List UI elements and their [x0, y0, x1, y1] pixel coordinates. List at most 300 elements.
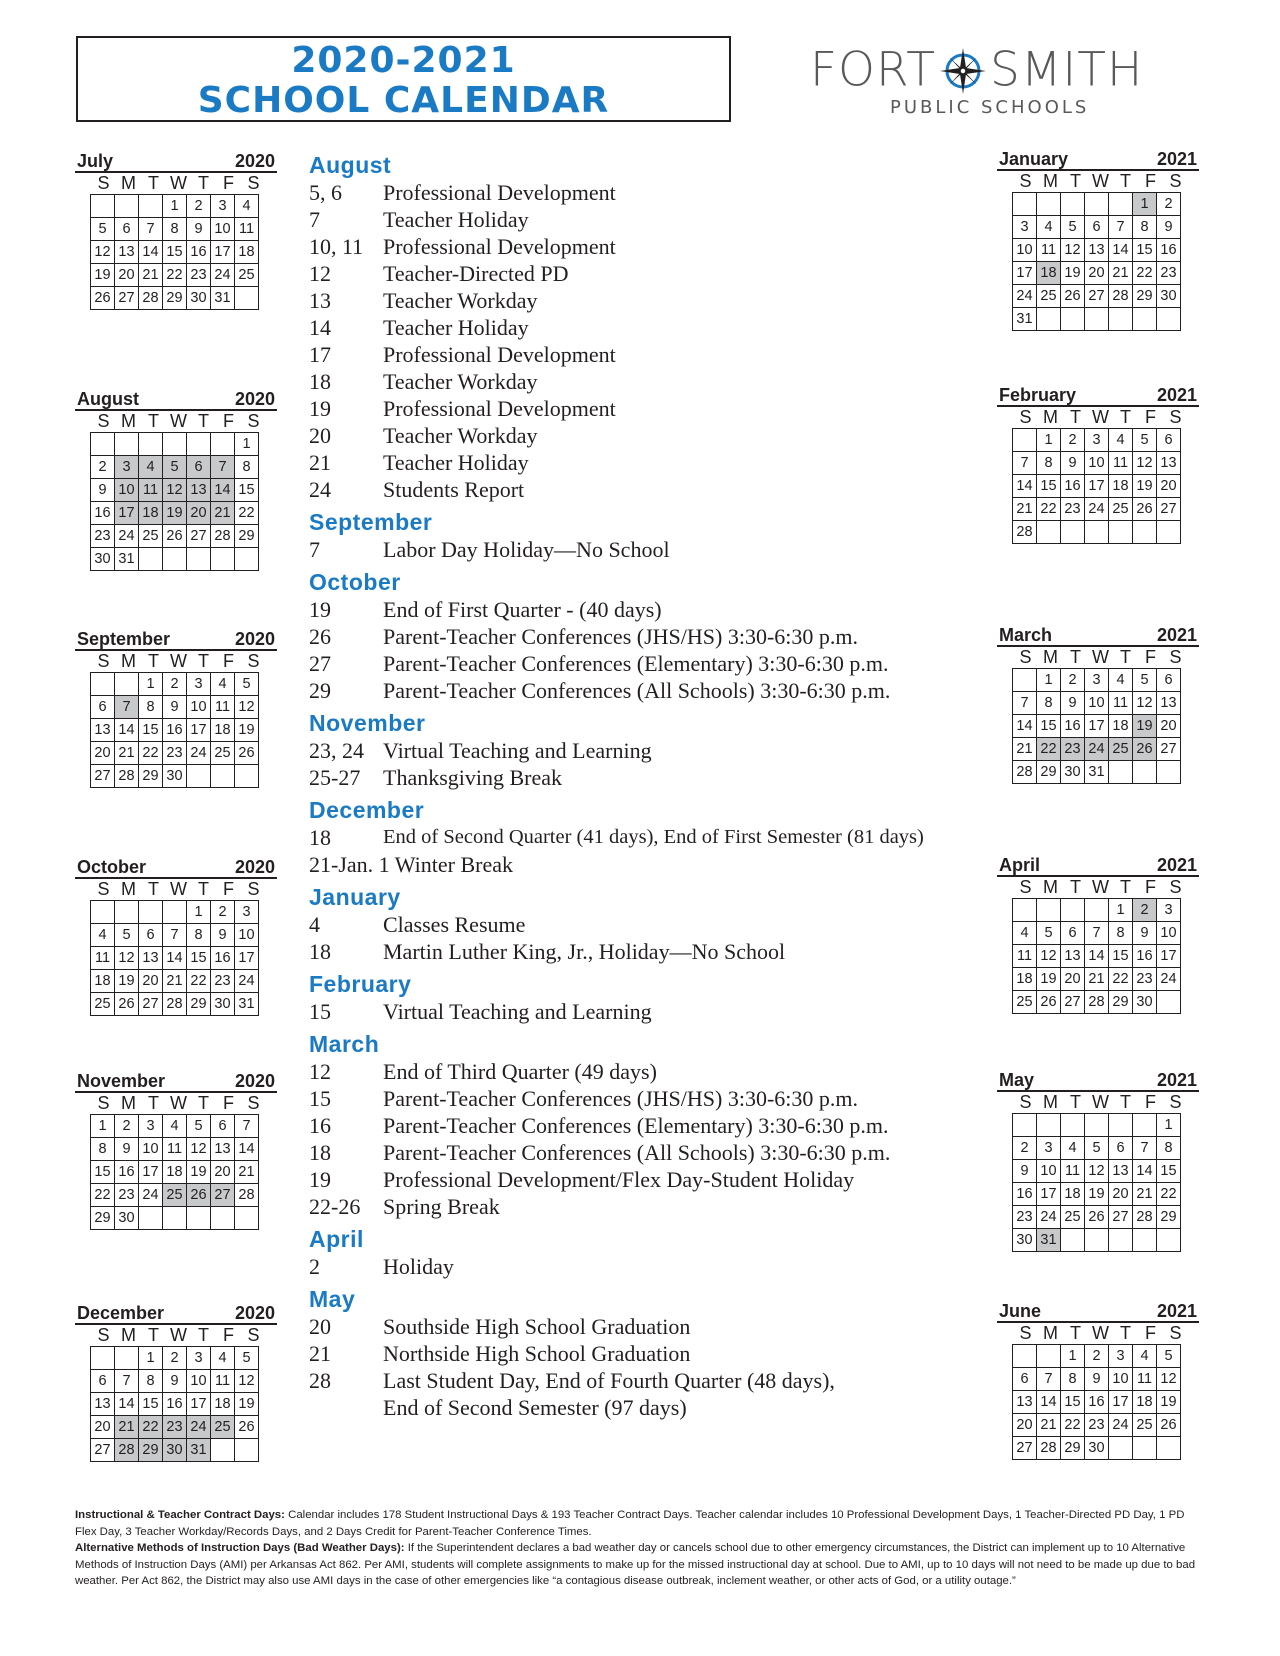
- calendar-day: 21: [1013, 738, 1037, 761]
- calendar-day: 21: [115, 742, 139, 765]
- calendar-day: 16: [1085, 1391, 1109, 1414]
- calendar-empty-cell: [1013, 1114, 1037, 1137]
- calendar-week-row: [91, 901, 259, 924]
- event-date: 7: [309, 207, 320, 232]
- weekday-label: S: [1169, 171, 1182, 191]
- calendar-day: 24: [1013, 285, 1037, 308]
- mini-calendar-august: [75, 390, 277, 571]
- weekday-label: W: [1092, 407, 1109, 427]
- weekday-label: W: [170, 1093, 187, 1113]
- calendar-week-row: [91, 287, 259, 310]
- event-text: Professional Development/Flex Day-Student Holiday: [383, 1167, 855, 1192]
- calendar-week-row: [1013, 498, 1181, 521]
- calendar-week-row: [91, 696, 259, 719]
- weekday-label: S: [1169, 877, 1182, 897]
- calendar-day: 22: [235, 502, 259, 525]
- calendar-day: 18: [235, 241, 259, 264]
- calendar-day: 11: [139, 479, 163, 502]
- mini-calendar-month: January: [999, 149, 1069, 169]
- mini-calendar-year: 2021: [1156, 1070, 1197, 1090]
- weekday-label: M: [121, 1093, 136, 1113]
- calendar-week-row: [91, 195, 259, 218]
- calendar-day: 15: [163, 241, 187, 264]
- calendar-day: 26: [235, 1416, 259, 1439]
- calendar-day: 22: [139, 742, 163, 765]
- calendar-empty-cell: [1061, 1229, 1085, 1252]
- mini-calendar-header: [75, 1304, 277, 1325]
- weekday-label: M: [121, 411, 136, 431]
- calendar-day: 27: [139, 993, 163, 1016]
- event-month-heading: January: [309, 884, 401, 910]
- calendar-day: 24: [139, 1184, 163, 1207]
- mini-calendar-header: [997, 150, 1199, 171]
- calendar-week-row: [91, 433, 259, 456]
- calendar-day: 28: [115, 765, 139, 788]
- calendar-day: 31: [1085, 761, 1109, 784]
- calendar-day: 29: [1037, 761, 1061, 784]
- event-date: 17: [309, 342, 331, 367]
- event-text: Teacher-Directed PD: [383, 261, 569, 286]
- calendar-day: 16: [211, 947, 235, 970]
- calendar-day: 31: [1037, 1229, 1061, 1252]
- calendar-day: 27: [1061, 991, 1085, 1014]
- mini-calendar-month: July: [77, 151, 114, 171]
- calendar-week-row: [1013, 991, 1181, 1014]
- mini-calendar-month: December: [77, 1303, 165, 1323]
- calendar-day: 9: [211, 924, 235, 947]
- calendar-day: 14: [1013, 715, 1037, 738]
- mini-calendar-grid: [90, 1114, 259, 1230]
- calendar-week-row: [1013, 1160, 1181, 1183]
- event-text: End of Second Quarter (41 days), End of First Semester (81 days): [383, 826, 924, 848]
- calendar-day: 29: [1109, 991, 1133, 1014]
- event-item: [309, 911, 969, 938]
- calendar-day: 3: [115, 456, 139, 479]
- calendar-day: 13: [1061, 945, 1085, 968]
- calendar-day: 14: [211, 479, 235, 502]
- calendar-empty-cell: [211, 765, 235, 788]
- calendar-day: 10: [1109, 1368, 1133, 1391]
- calendar-day: 23: [115, 1184, 139, 1207]
- event-item: [309, 395, 969, 422]
- calendar-day: 3: [1157, 899, 1181, 922]
- calendar-week-row: [1013, 945, 1181, 968]
- event-item: [309, 737, 969, 764]
- calendar-day: 9: [187, 218, 211, 241]
- calendar-day: 16: [163, 719, 187, 742]
- event-date: 16: [309, 1113, 331, 1138]
- calendar-day: 12: [1085, 1160, 1109, 1183]
- calendar-day: 23: [1157, 262, 1181, 285]
- weekday-label: T: [1070, 171, 1081, 191]
- mini-calendar-year: 2021: [1156, 1301, 1197, 1321]
- mini-calendar-year: 2020: [234, 389, 275, 409]
- calendar-day: 16: [1133, 945, 1157, 968]
- calendar-day: 14: [139, 241, 163, 264]
- calendar-empty-cell: [91, 901, 115, 924]
- event-date: 25-27: [309, 765, 361, 790]
- calendar-empty-cell: [91, 673, 115, 696]
- calendar-day: 21: [211, 502, 235, 525]
- calendar-day: 28: [1085, 991, 1109, 1014]
- weekday-label: W: [170, 173, 187, 193]
- calendar-empty-cell: [1109, 308, 1133, 331]
- calendar-day: 24: [115, 525, 139, 548]
- calendar-day: 13: [187, 479, 211, 502]
- calendar-day: 27: [1085, 285, 1109, 308]
- weekday-label: S: [247, 173, 260, 193]
- calendar-day: 7: [1085, 922, 1109, 945]
- event-text: Parent-Teacher Conferences (Elementary) 3:30-6:30 p.m.: [383, 651, 889, 676]
- mini-calendar-month: September: [77, 629, 171, 649]
- calendar-day: 5: [115, 924, 139, 947]
- event-date: 20: [309, 1314, 331, 1339]
- event-month-heading: April: [309, 1226, 364, 1252]
- calendar-day: 27: [211, 1184, 235, 1207]
- calendar-empty-cell: [211, 548, 235, 571]
- calendar-day: 12: [163, 479, 187, 502]
- event-item: [309, 1166, 969, 1193]
- calendar-day: 24: [1037, 1206, 1061, 1229]
- weekday-label: T: [1120, 1092, 1131, 1112]
- calendar-day: 14: [1109, 239, 1133, 262]
- calendar-day: 7: [1109, 216, 1133, 239]
- mini-calendar-grid: [1012, 668, 1181, 784]
- calendar-week-row: [91, 1416, 259, 1439]
- calendar-day: 23: [1133, 968, 1157, 991]
- calendar-day: 4: [1061, 1137, 1085, 1160]
- calendar-day: 21: [1013, 498, 1037, 521]
- weekday-label: T: [198, 1325, 209, 1345]
- calendar-day: 18: [1109, 475, 1133, 498]
- mini-calendar-year: 2021: [1156, 625, 1197, 645]
- calendar-day: 9: [1133, 922, 1157, 945]
- calendar-week-row: [91, 1161, 259, 1184]
- calendar-day: 10: [1157, 922, 1181, 945]
- event-item: [309, 536, 969, 563]
- event-text: Teacher Workday: [383, 369, 538, 394]
- calendar-day: 23: [1013, 1206, 1037, 1229]
- calendar-day: 6: [115, 218, 139, 241]
- calendar-week-row: [91, 525, 259, 548]
- calendar-day: 10: [139, 1138, 163, 1161]
- weekday-label: M: [121, 651, 136, 671]
- calendar-empty-cell: [1109, 761, 1133, 784]
- calendar-empty-cell: [235, 548, 259, 571]
- calendar-day: 19: [1133, 715, 1157, 738]
- calendar-empty-cell: [1037, 521, 1061, 544]
- calendar-day: 5: [1133, 429, 1157, 452]
- calendar-day: 19: [1061, 262, 1085, 285]
- calendar-day: 22: [1133, 262, 1157, 285]
- calendar-day: 22: [139, 1416, 163, 1439]
- calendar-week-row: [91, 218, 259, 241]
- calendar-day: 16: [1013, 1183, 1037, 1206]
- calendar-day: 12: [115, 947, 139, 970]
- calendar-day: 27: [91, 1439, 115, 1462]
- calendar-week-row: [91, 1393, 259, 1416]
- mini-calendar-month: November: [77, 1071, 166, 1091]
- calendar-day: 4: [1013, 922, 1037, 945]
- event-text: Martin Luther King, Jr., Holiday—No School: [383, 939, 786, 964]
- calendar-day: 3: [187, 673, 211, 696]
- weekday-label: T: [148, 1325, 159, 1345]
- calendar-empty-cell: [1037, 899, 1061, 922]
- calendar-day: 15: [91, 1161, 115, 1184]
- calendar-day: 16: [187, 241, 211, 264]
- calendar-day: 18: [163, 1161, 187, 1184]
- calendar-empty-cell: [1157, 1229, 1181, 1252]
- footer-paragraph-contract-days: Instructional & Teacher Contract Days: Calendar includes 178 Student Instructional Days & 193 Teacher Contract Days. Teacher calendar includes 10 Professional Development Days, 1 Teacher-Directed PD Day, 1 PD Flex Day, 3 Teacher Workday/Records Days, and 2 Days Credit for Parent-Teacher Conference Times.: [75, 1509, 1185, 1538]
- calendar-empty-cell: [1109, 521, 1133, 544]
- mini-calendar-grid: [1012, 428, 1181, 544]
- calendar-empty-cell: [1109, 1229, 1133, 1252]
- weekday-label: S: [247, 879, 260, 899]
- weekday-label: T: [1070, 1092, 1081, 1112]
- calendar-empty-cell: [1133, 521, 1157, 544]
- calendar-day: 4: [235, 195, 259, 218]
- calendar-day: 22: [163, 264, 187, 287]
- calendar-day: 10: [1037, 1160, 1061, 1183]
- calendar-day: 28: [1037, 1437, 1061, 1460]
- weekday-label: T: [148, 173, 159, 193]
- event-item: [309, 596, 969, 623]
- calendar-day: 5: [235, 1347, 259, 1370]
- event-item: [309, 938, 969, 965]
- calendar-empty-cell: [187, 765, 211, 788]
- calendar-day: 13: [211, 1138, 235, 1161]
- calendar-week-row: [1013, 308, 1181, 331]
- calendar-week-row: [91, 1115, 259, 1138]
- calendar-empty-cell: [1061, 1114, 1085, 1137]
- event-text: Labor Day Holiday—No School: [383, 537, 670, 562]
- event-date: 27: [309, 651, 331, 676]
- calendar-day: 22: [1037, 738, 1061, 761]
- calendar-day: 8: [1037, 452, 1061, 475]
- calendar-day: 8: [235, 456, 259, 479]
- calendar-day: 2: [163, 673, 187, 696]
- event-text: End of Second Semester (97 days): [383, 1395, 687, 1420]
- calendar-week-row: [91, 924, 259, 947]
- event-item: [309, 1193, 969, 1220]
- calendar-day: 31: [187, 1439, 211, 1462]
- weekday-label: S: [1019, 171, 1032, 191]
- calendar-day: 11: [235, 218, 259, 241]
- event-text: Parent-Teacher Conferences (All Schools) 3:30-6:30 p.m.: [383, 678, 891, 703]
- weekday-label: T: [148, 879, 159, 899]
- calendar-day: 30: [115, 1207, 139, 1230]
- calendar-day: 13: [91, 1393, 115, 1416]
- weekday-label: M: [121, 879, 136, 899]
- mini-calendar-year: 2020: [234, 151, 275, 171]
- compass-icon: [938, 46, 988, 96]
- calendar-day: 1: [1061, 1345, 1085, 1368]
- calendar-day: 5: [1085, 1137, 1109, 1160]
- calendar-day: 13: [1109, 1160, 1133, 1183]
- weekday-header: [1013, 1092, 1189, 1113]
- footer-notes: [75, 1507, 1205, 1590]
- event-date: 12: [309, 261, 331, 286]
- calendar-day: 9: [115, 1138, 139, 1161]
- mini-calendar-year: 2020: [234, 1303, 275, 1323]
- event-month-heading: September: [309, 509, 433, 535]
- event-text: Northside High School Graduation: [383, 1341, 691, 1366]
- event-date: 21: [309, 1341, 331, 1366]
- calendar-day: 25: [1133, 1414, 1157, 1437]
- calendar-day: 16: [91, 502, 115, 525]
- mini-calendar-grid: [90, 432, 259, 571]
- calendar-day: 26: [235, 742, 259, 765]
- event-text: Teacher Workday: [383, 423, 538, 448]
- calendar-day: 21: [1037, 1414, 1061, 1437]
- calendar-day: 9: [1061, 452, 1085, 475]
- calendar-day: 2: [163, 1347, 187, 1370]
- calendar-day: 7: [163, 924, 187, 947]
- calendar-empty-cell: [91, 1347, 115, 1370]
- calendar-day: 29: [163, 287, 187, 310]
- weekday-label: T: [1120, 877, 1131, 897]
- weekday-header: [91, 411, 267, 432]
- calendar-day: 30: [1157, 285, 1181, 308]
- calendar-day: 28: [163, 993, 187, 1016]
- event-text: Professional Development: [383, 396, 616, 421]
- calendar-empty-cell: [91, 433, 115, 456]
- calendar-day: 12: [235, 696, 259, 719]
- calendar-week-row: [91, 479, 259, 502]
- calendar-week-row: [91, 993, 259, 1016]
- calendar-day: 22: [1061, 1414, 1085, 1437]
- calendar-day: 9: [91, 479, 115, 502]
- calendar-day: 24: [187, 742, 211, 765]
- mini-calendar-april: [997, 856, 1199, 1014]
- calendar-day: 18: [1013, 968, 1037, 991]
- calendar-day: 5: [163, 456, 187, 479]
- calendar-empty-cell: [1109, 1437, 1133, 1460]
- calendar-empty-cell: [1085, 308, 1109, 331]
- calendar-day: 25: [91, 993, 115, 1016]
- calendar-empty-cell: [1061, 899, 1085, 922]
- calendar-day: 26: [1085, 1206, 1109, 1229]
- calendar-day: 2: [211, 901, 235, 924]
- mini-calendar-year: 2021: [1156, 385, 1197, 405]
- event-item: [309, 341, 969, 368]
- calendar-day: 8: [139, 696, 163, 719]
- calendar-day: 5: [1061, 216, 1085, 239]
- calendar-day: 28: [1133, 1206, 1157, 1229]
- calendar-day: 11: [1013, 945, 1037, 968]
- weekday-label: S: [1169, 647, 1182, 667]
- calendar-empty-cell: [1037, 308, 1061, 331]
- calendar-day: 9: [163, 1370, 187, 1393]
- calendar-week-row: [91, 1439, 259, 1462]
- calendar-day: 1: [1037, 669, 1061, 692]
- calendar-day: 17: [1085, 475, 1109, 498]
- calendar-day: 30: [91, 548, 115, 571]
- event-date: 18: [309, 1140, 331, 1165]
- calendar-day: 20: [1157, 475, 1181, 498]
- calendar-day: 27: [1013, 1437, 1037, 1460]
- event-date: 2: [309, 1254, 320, 1279]
- calendar-day: 9: [1061, 692, 1085, 715]
- calendar-empty-cell: [187, 1207, 211, 1230]
- calendar-day: 25: [235, 264, 259, 287]
- calendar-empty-cell: [211, 1207, 235, 1230]
- event-date: 5, 6: [309, 180, 342, 205]
- calendar-day: 17: [1085, 715, 1109, 738]
- calendar-day: 10: [1085, 692, 1109, 715]
- weekday-label: T: [1070, 877, 1081, 897]
- calendar-day: 22: [1037, 498, 1061, 521]
- event-date: 15: [309, 999, 331, 1024]
- calendar-day: 28: [1109, 285, 1133, 308]
- calendar-day: 13: [139, 947, 163, 970]
- calendar-day: 12: [235, 1370, 259, 1393]
- mini-calendar-september: [75, 630, 277, 788]
- calendar-day: 14: [235, 1138, 259, 1161]
- calendar-day: 8: [91, 1138, 115, 1161]
- calendar-day: 5: [1157, 1345, 1181, 1368]
- calendar-day: 14: [163, 947, 187, 970]
- calendar-day: 24: [211, 264, 235, 287]
- calendar-week-row: [91, 502, 259, 525]
- calendar-title-box: [76, 36, 731, 122]
- calendar-day: 25: [1037, 285, 1061, 308]
- weekday-label: F: [223, 1325, 234, 1345]
- mini-calendar-year: 2021: [1156, 149, 1197, 169]
- calendar-week-row: [1013, 669, 1181, 692]
- weekday-label: W: [1092, 1323, 1109, 1343]
- weekday-label: F: [223, 411, 234, 431]
- weekday-label: T: [1070, 1323, 1081, 1343]
- event-item: [309, 1253, 969, 1280]
- calendar-day: 4: [211, 1347, 235, 1370]
- weekday-header: [1013, 877, 1189, 898]
- calendar-day: 9: [1157, 216, 1181, 239]
- calendar-day: 7: [139, 218, 163, 241]
- event-text: End of First Quarter - (40 days): [383, 597, 662, 622]
- event-text: End of Third Quarter (49 days): [383, 1059, 657, 1084]
- event-item: [309, 368, 969, 395]
- event-date: 19: [309, 1167, 331, 1192]
- weekday-label: M: [1043, 171, 1058, 191]
- weekday-label: F: [223, 651, 234, 671]
- weekday-label: S: [1019, 1092, 1032, 1112]
- calendar-day: 10: [1013, 239, 1037, 262]
- calendar-day: 4: [91, 924, 115, 947]
- calendar-day: 11: [211, 696, 235, 719]
- mini-calendar-month: April: [999, 855, 1041, 875]
- calendar-day: 20: [1061, 968, 1085, 991]
- event-text: Teacher Holiday: [383, 450, 529, 475]
- calendar-day: 6: [1109, 1137, 1133, 1160]
- calendar-empty-cell: [187, 433, 211, 456]
- calendar-day: 19: [91, 264, 115, 287]
- mini-calendar-grid: [1012, 192, 1181, 331]
- calendar-day: 7: [1037, 1368, 1061, 1391]
- calendar-day: 6: [91, 696, 115, 719]
- calendar-day: 16: [115, 1161, 139, 1184]
- weekday-label: M: [1043, 647, 1058, 667]
- event-text: Spring Break: [383, 1194, 500, 1219]
- event-date: 12: [309, 1059, 331, 1084]
- event-item: [309, 677, 969, 704]
- calendar-empty-cell: [115, 1347, 139, 1370]
- calendar-week-row: [1013, 899, 1181, 922]
- calendar-day: 26: [1133, 498, 1157, 521]
- calendar-empty-cell: [1157, 1437, 1181, 1460]
- calendar-day: 17: [187, 1393, 211, 1416]
- calendar-day: 8: [1133, 216, 1157, 239]
